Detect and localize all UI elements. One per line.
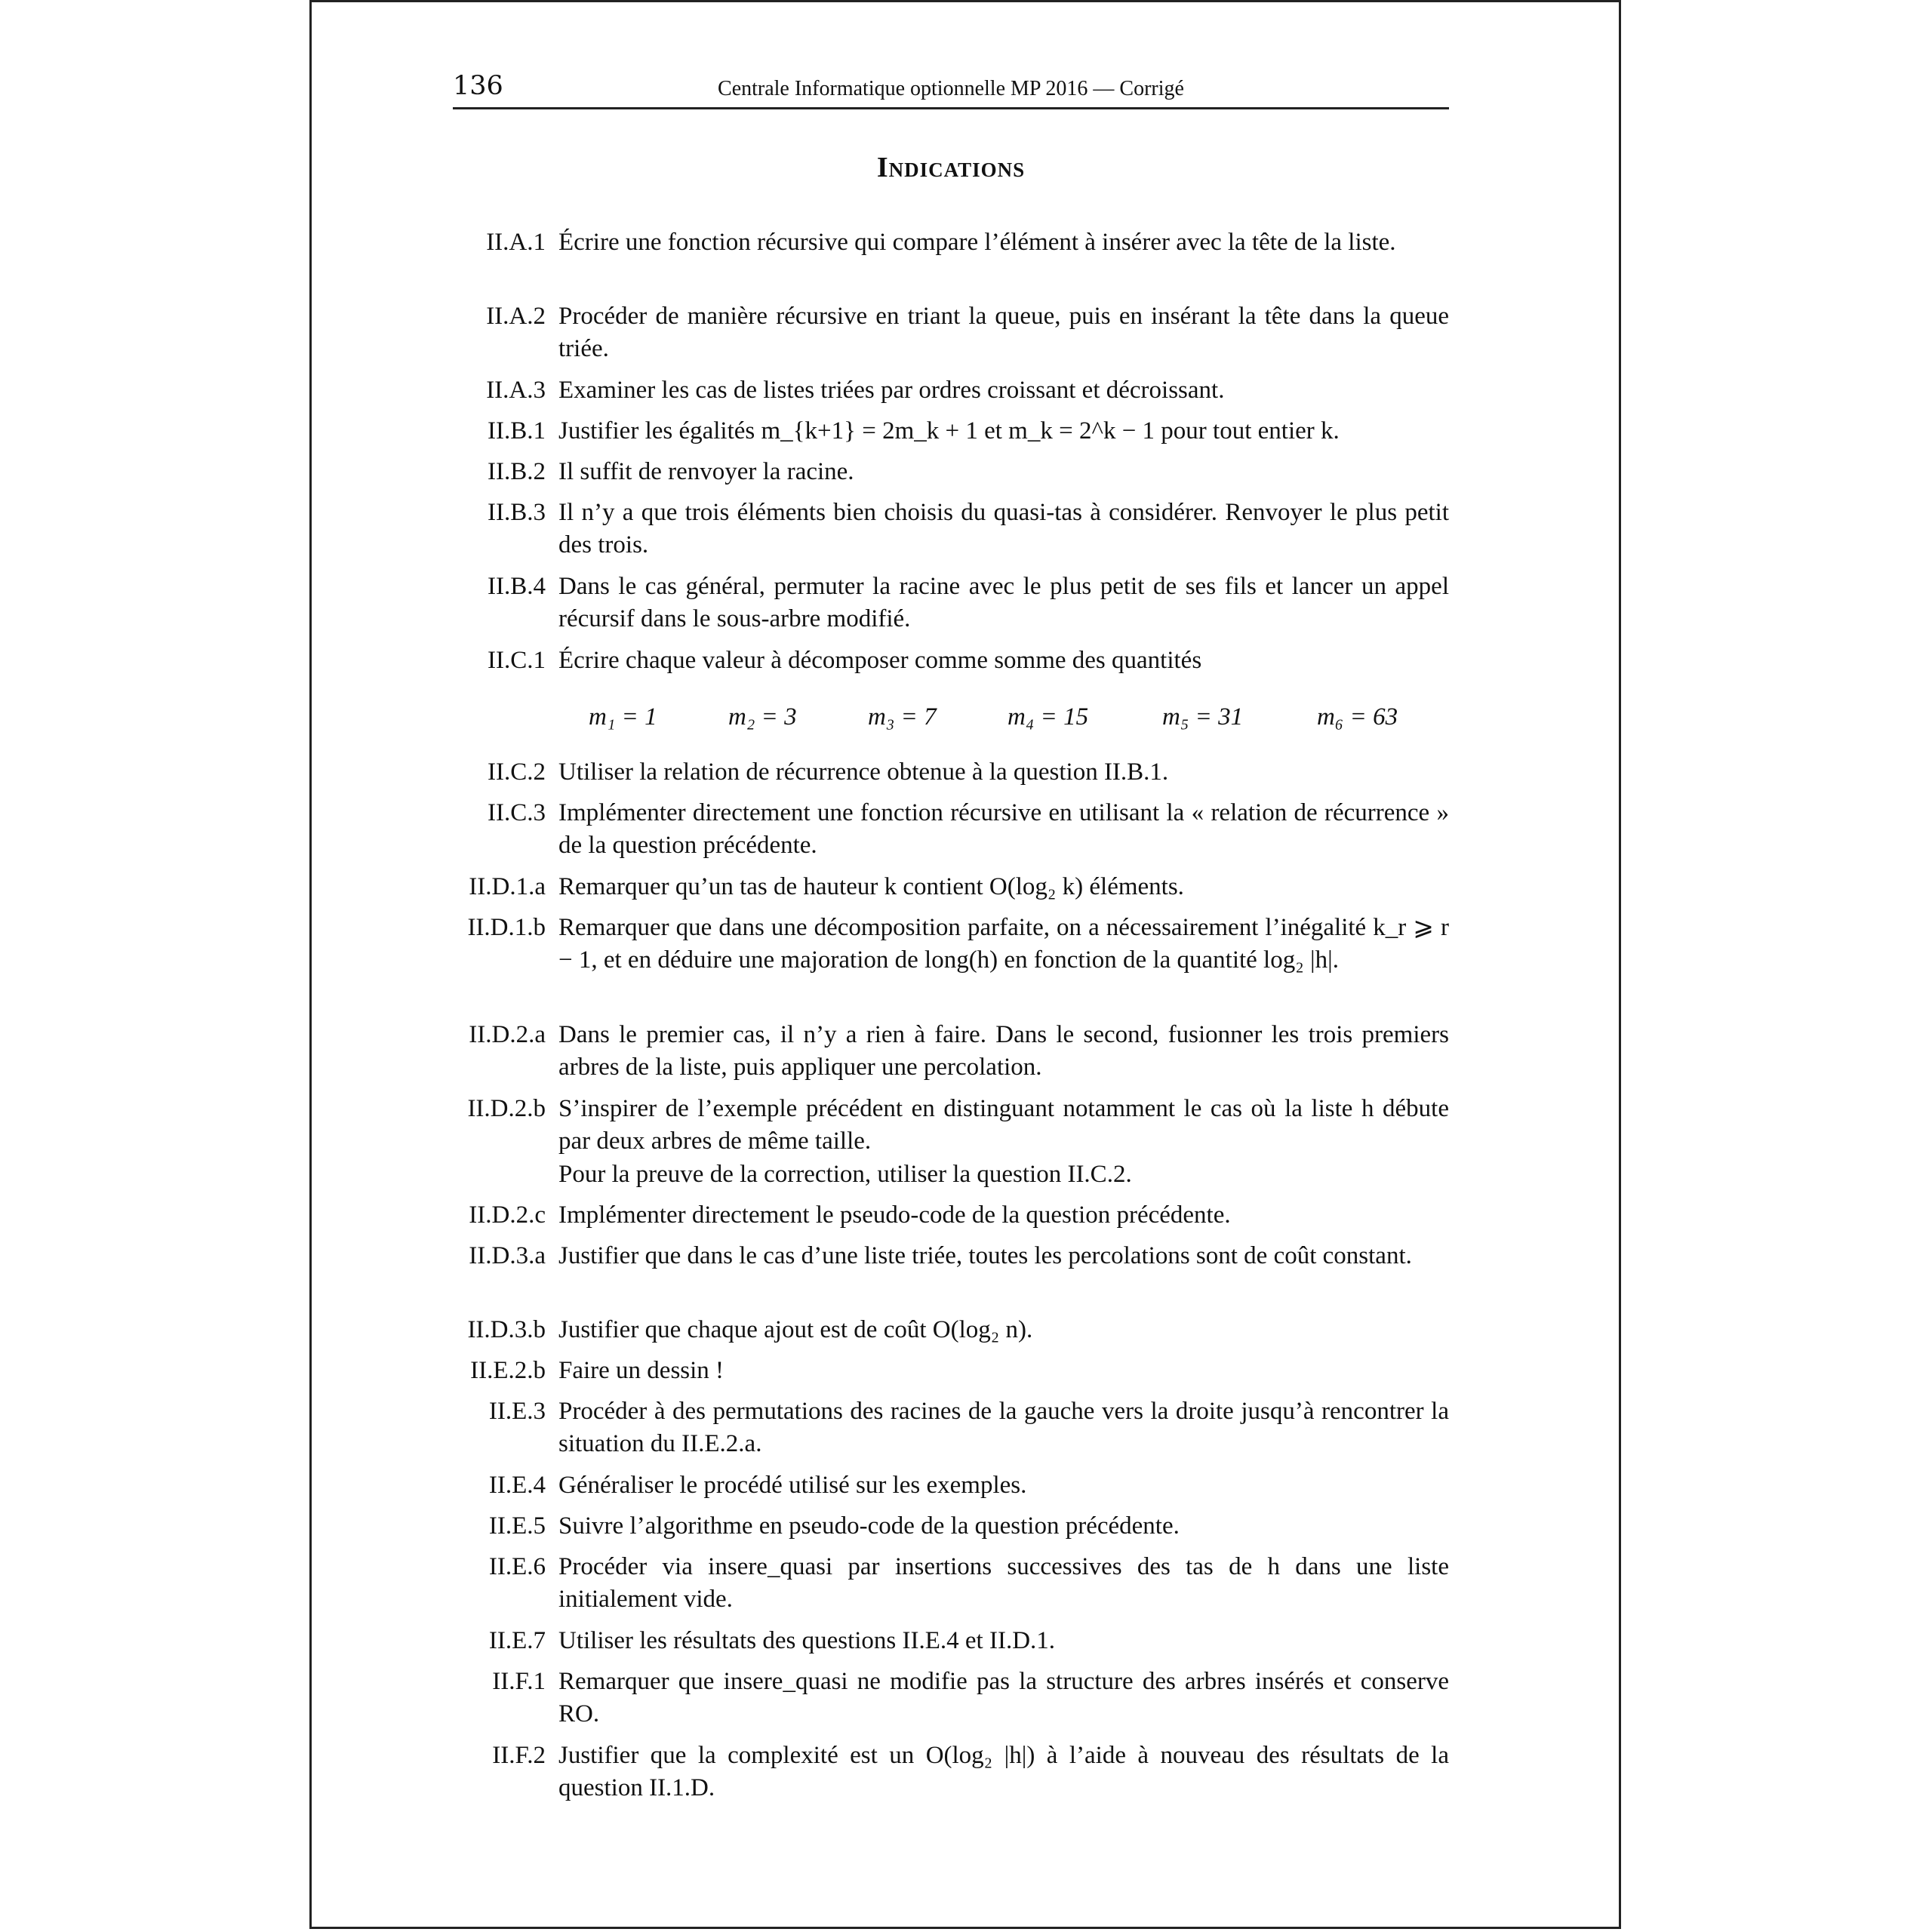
item-text: Remarquer que dans une décomposition parfaite, on a nécessairement l’inégalité k_r ⩾ r − 1, et en déduire une majoration de long(h) en fonction de la quantité log₂ |h|. <box>558 914 1449 974</box>
item-label: II.E.7 <box>488 1627 546 1654</box>
item-text: Suivre l’algorithme en pseudo-code de la question précédente. <box>558 1512 1180 1540</box>
item-text: Justifier que la complexité est un O(log₂ |h|) à l’aide à nouveau des résultats de la question II.1.D. <box>558 1742 1449 1801</box>
item-text: Dans le premier cas, il n’y a rien à faire. Dans le second, fusionner les trois premiers arbres de la liste, puis appliquer une percolation. <box>558 1021 1449 1081</box>
page-header <box>453 69 1449 109</box>
item-text: Écrire une fonction récursive qui compare l’élément à insérer avec la tête de la liste. <box>558 229 1396 256</box>
item-label: II.B.2 <box>488 458 546 485</box>
item-label: II.E.2.b <box>470 1357 546 1384</box>
item-label: II.C.2 <box>488 758 546 786</box>
item-label: II.E.4 <box>488 1472 546 1499</box>
item-text: Écrire chaque valeur à décomposer comme somme des quantités <box>558 647 1202 674</box>
item-label: II.E.5 <box>488 1512 546 1540</box>
item-label: II.D.2.b <box>467 1095 546 1122</box>
running-title: Centrale Informatique optionnelle MP 2016 — Corrigé <box>718 77 1184 100</box>
item-label: II.B.4 <box>488 573 546 600</box>
equation: m₄ = 15 <box>1008 703 1089 731</box>
item-label: II.A.2 <box>486 303 546 330</box>
item-text: Pour la preuve de la correction, utiliser la question II.C.2. <box>558 1161 1132 1188</box>
item-label: II.E.3 <box>488 1398 546 1425</box>
item-label: II.B.3 <box>488 499 546 526</box>
item-label: II.D.3.a <box>469 1242 546 1269</box>
item-text: Procéder de manière récursive en triant la queue, puis en insérant la tête dans la queue triée. <box>558 303 1449 362</box>
item-label: II.A.3 <box>486 377 546 404</box>
item-label: II.F.2 <box>492 1742 546 1769</box>
item-text: Remarquer que insere_quasi ne modifie pas la structure des arbres insérés et conserve RO. <box>558 1668 1449 1727</box>
item-text: Faire un dessin ! <box>558 1357 724 1384</box>
item-label: II.D.1.b <box>467 914 546 941</box>
item-text: Implémenter directement une fonction récursive en utilisant la « relation de récurrence » de la question précédente. <box>558 799 1449 859</box>
item-label: II.D.2.a <box>469 1021 546 1048</box>
item-text: Justifier que dans le cas d’une liste triée, toutes les percolations sont de coût constant. <box>558 1242 1412 1269</box>
item-text: Généraliser le procédé utilisé sur les exemples. <box>558 1472 1027 1499</box>
item-text: Examiner les cas de listes triées par ordres croissant et décroissant. <box>558 377 1225 404</box>
equation: m₁ = 1 <box>589 703 657 731</box>
equation: m₆ = 63 <box>1317 703 1398 731</box>
item-label: II.E.6 <box>488 1553 546 1580</box>
item-text: Utiliser les résultats des questions II.E.4 et II.D.1. <box>558 1627 1056 1654</box>
item-text: Dans le cas général, permuter la racine avec le plus petit de ses fils et lancer un appel récursif dans le sous-arbre modifié. <box>558 573 1449 632</box>
item-label: II.B.1 <box>488 417 546 445</box>
item-label: II.D.2.c <box>469 1201 546 1229</box>
item-label: II.D.3.b <box>467 1316 546 1343</box>
equation: m₂ = 3 <box>728 703 797 731</box>
item-label: II.F.1 <box>492 1668 546 1695</box>
item-label: II.C.1 <box>488 647 546 674</box>
item-text: Implémenter directement le pseudo-code de la question précédente. <box>558 1201 1231 1229</box>
equation: m₃ = 7 <box>868 703 937 731</box>
item-text: Justifier que chaque ajout est de coût O(log₂ n). <box>558 1316 1033 1343</box>
equation: m₅ = 31 <box>1162 703 1244 731</box>
item-text: Procéder à des permutations des racines de la gauche vers la droite jusqu’à rencontrer la situation du II.E.2.a. <box>558 1398 1449 1457</box>
item-text: Il n’y a que trois éléments bien choisis du quasi-tas à considérer. Renvoyer le plus petit des trois. <box>558 499 1449 558</box>
item-text: Justifier les égalités m_{k+1} = 2m_k + 1 et m_k = 2^k − 1 pour tout entier k. <box>558 417 1340 445</box>
item-label: II.C.3 <box>488 799 546 826</box>
item-label: II.A.1 <box>486 229 546 256</box>
item-text: Il suffit de renvoyer la racine. <box>558 458 854 485</box>
item-label: II.D.1.a <box>469 873 546 900</box>
item-text: S’inspirer de l’exemple précédent en distinguant notamment le cas où la liste h débute par deux arbres de même taille. <box>558 1095 1449 1155</box>
item-text: Utiliser la relation de récurrence obtenue à la question II.B.1. <box>558 758 1169 786</box>
item-text: Procéder via insere_quasi par insertions successives des tas de h dans une liste initialement vide. <box>558 1553 1449 1613</box>
item-text: Remarquer qu’un tas de hauteur k contient O(log₂ k) éléments. <box>558 873 1184 900</box>
page-number: 136 <box>453 71 503 101</box>
section-title: Indications <box>876 152 1026 183</box>
